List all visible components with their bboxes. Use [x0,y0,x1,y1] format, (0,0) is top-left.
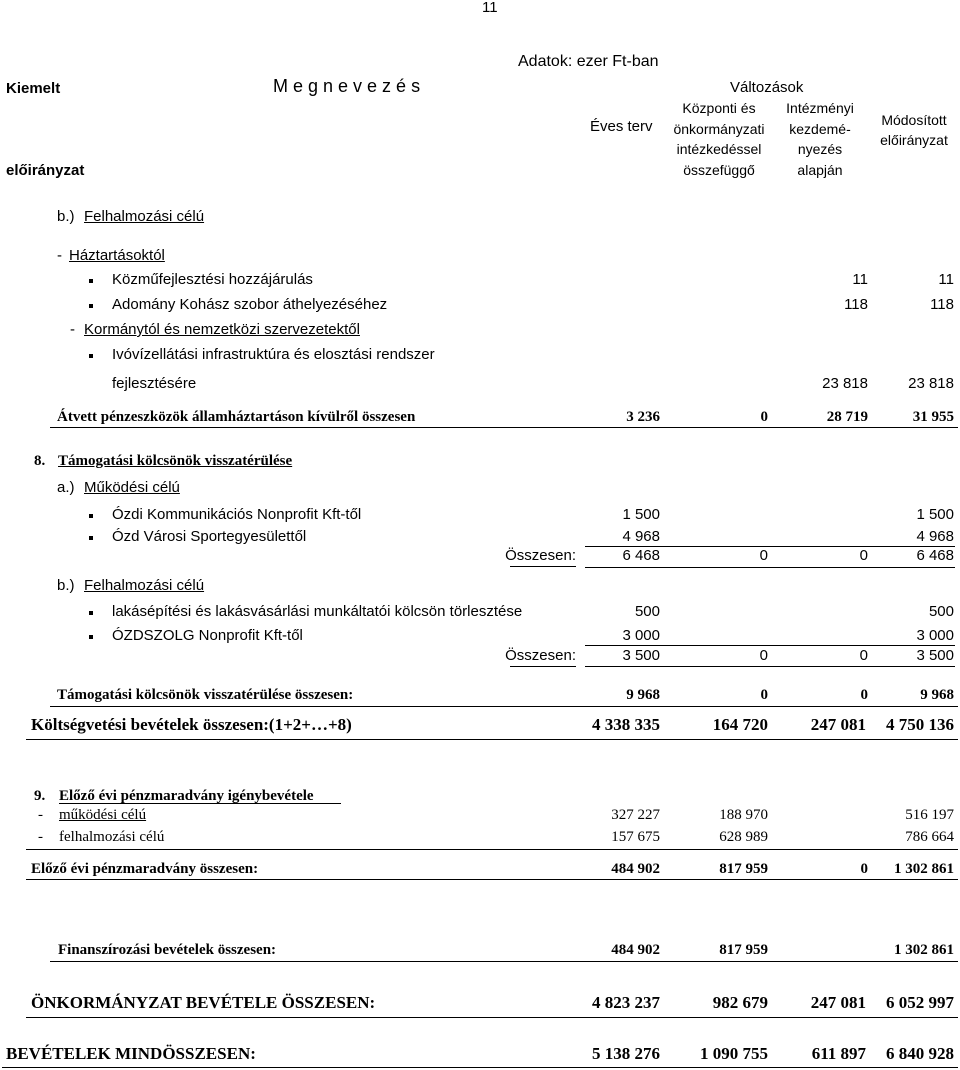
s8a-item-mod: 1 500 [916,506,954,523]
s9-total-eves: 484 902 [611,861,660,877]
mind-eves: 5 138 276 [592,1044,660,1063]
korm-mod: 23 818 [908,375,954,392]
s9-item-label: működési célú [59,807,147,823]
page-number: 11 [482,0,498,16]
s8a-sum-label: Összesen: [505,547,576,564]
atvett-total-kozp: 0 [760,409,768,425]
s8a-sum-kozp: 0 [759,547,768,564]
header-kozponti: Központi és önkormányzati intézkedéssel összefüggő [673,100,765,178]
hh-item-label: Adomány Kohász szobor áthelyezéséhez [112,296,388,313]
onk-intez: 247 081 [810,993,866,1012]
s8b-item-mod: 3 000 [916,627,954,644]
divider [585,567,955,568]
divider [585,666,955,667]
koltseg-kozp: 164 720 [712,715,768,734]
s8b-sum-kozp: 0 [759,647,768,664]
s8b-item-label: ÓZDSZOLG Nonprofit Kft-től [112,627,303,644]
s8a-sum-mod: 6 468 [916,547,954,564]
s8a-item-label: Ózdi Kommunikációs Nonprofit Kft-től [112,506,362,523]
korm-title: Kormánytól és nemzetközi szervezetektől [84,321,360,338]
hh-item-mod: 11 [938,271,954,288]
fin-kozp: 817 959 [719,942,768,958]
s8b-sum-mod: 3 500 [916,647,954,664]
s8b-sum-eves: 3 500 [622,647,660,664]
s9-item-label: felhalmozási célú [59,829,165,845]
header-modositott: Módosított előirányzat [880,112,948,148]
onk-kozp: 982 679 [712,993,768,1012]
underline [510,666,576,667]
s9-item-dash: - [38,829,43,845]
mind-mod: 6 840 928 [886,1044,954,1063]
koltseg-eves: 4 338 335 [592,715,660,734]
underline [510,566,576,567]
s8a-item-eves: 1 500 [622,506,660,523]
s9-item-mod: 786 664 [905,829,954,845]
s9-item-mod: 516 197 [905,807,954,823]
koltseg-label: Költségvetési bevételek összesen:(1+2+…+8) [31,715,352,734]
fin-mod: 1 302 861 [894,942,954,958]
koltseg-intez: 247 081 [810,715,866,734]
divider [2,1067,958,1068]
s9-title: Előző évi pénzmaradvány igénybevétele [59,788,314,804]
s8-total-intez: 0 [860,687,868,703]
atvett-total-intez: 28 719 [826,409,868,425]
korm-item-line2: fejlesztésére [112,375,197,392]
onk-label: ÖNKORMÁNYZAT BEVÉTELE ÖSSZESEN: [31,993,376,1012]
s8-title: Támogatási kölcsönök visszatérülése [58,453,293,469]
header-eloiranyzat: előirányzat [6,162,85,179]
divider [26,739,958,740]
s9-item-kozp: 188 970 [719,807,768,823]
s8-total-eves: 9 968 [626,687,660,703]
divider [26,1017,958,1018]
s8b-sum-intez: 0 [859,647,868,664]
b1-title: Felhalmozási célú [84,208,205,225]
s9-total-kozp: 817 959 [719,861,768,877]
s9-item-eves: 327 227 [611,807,660,823]
s8a-item-eves: 4 968 [622,528,660,545]
koltseg-mod: 4 750 136 [886,715,954,734]
header-intezmenyi: Intézményi kezdemé- nyezés alapján [786,100,854,178]
hh-title: Háztartásoktól [69,247,165,264]
header-kiemelt: Kiemelt [6,80,61,97]
bullet-icon [89,354,93,358]
s8b-item-eves: 500 [634,603,660,620]
bullet-icon [89,279,93,283]
fin-eves: 484 902 [611,942,660,958]
mind-kozp: 1 090 755 [700,1044,768,1063]
s9-item-kozp: 628 989 [719,829,768,845]
s8-total-label: Támogatási kölcsönök visszatérülése összesen: [57,687,354,703]
hh-item-mod: 118 [930,296,954,313]
divider [50,961,958,962]
s8b-item-label: lakásépítési és lakásvásárlási munkáltatói kölcsön törlesztése [112,603,523,620]
atvett-total-eves: 3 236 [626,409,660,425]
s8b-title: Felhalmozási célú [84,577,205,594]
unit-note: Adatok: ezer Ft-ban [518,53,659,70]
s8b-item-eves: 3 000 [622,627,660,644]
s8-total-mod: 9 968 [920,687,954,703]
s8-total-kozp: 0 [760,687,768,703]
onk-eves: 4 823 237 [592,993,660,1012]
s8a-sum-intez: 0 [859,547,868,564]
mind-intez: 611 897 [811,1044,866,1063]
divider [26,879,958,880]
bullet-icon [89,536,93,540]
s9-total-intez: 0 [860,861,868,877]
header-eves-terv: Éves terv [590,118,653,135]
hh-item-intez: 11 [852,271,868,288]
header-megnevezes: M e g n e v e z é s [273,76,421,96]
header-valtozasok: Változások [730,79,804,96]
b1-prefix: b.) [57,208,75,225]
mind-label: BEVÉTELEK MINDÖSSZESEN: [6,1044,256,1063]
bullet-icon [89,514,93,518]
bullet-icon [89,611,93,615]
s9-item-dash: - [38,807,43,823]
s9-total-label: Előző évi pénzmaradvány összesen: [31,861,259,877]
hh-item-intez: 118 [844,296,868,313]
korm-dash: - [70,321,75,338]
s8a-title: Működési célú [84,479,180,496]
bullet-icon [89,304,93,308]
s8b-item-mod: 500 [928,603,954,620]
divider [26,849,958,850]
s9-total-mod: 1 302 861 [894,861,954,877]
s9-num: 9. [34,788,46,804]
s8b-prefix: b.) [57,577,75,594]
bullet-icon [89,635,93,639]
underline [59,803,341,804]
fin-label: Finanszírozási bevételek összesen: [58,942,277,958]
s8a-item-label: Ózd Városi Sportegyesülettől [112,528,307,545]
atvett-total-label: Átvett pénzeszközök államháztartáson kívülről összesen [57,409,416,425]
s9-item-eves: 157 675 [611,829,660,845]
s8a-item-mod: 4 968 [916,528,954,545]
divider [585,645,955,646]
s8-num: 8. [34,453,46,469]
s8b-sum-label: Összesen: [505,647,576,664]
hh-dash: - [57,247,62,264]
divider [50,427,958,428]
korm-intez: 23 818 [822,375,868,392]
korm-item-line1: Ivóvízellátási infrastruktúra és elosztási rendszer [112,346,435,363]
s8a-prefix: a.) [57,479,75,496]
hh-item-label: Közműfejlesztési hozzájárulás [112,271,313,288]
divider [50,706,958,707]
s8a-sum-eves: 6 468 [622,547,660,564]
atvett-total-mod: 31 955 [912,409,954,425]
onk-mod: 6 052 997 [886,993,954,1012]
